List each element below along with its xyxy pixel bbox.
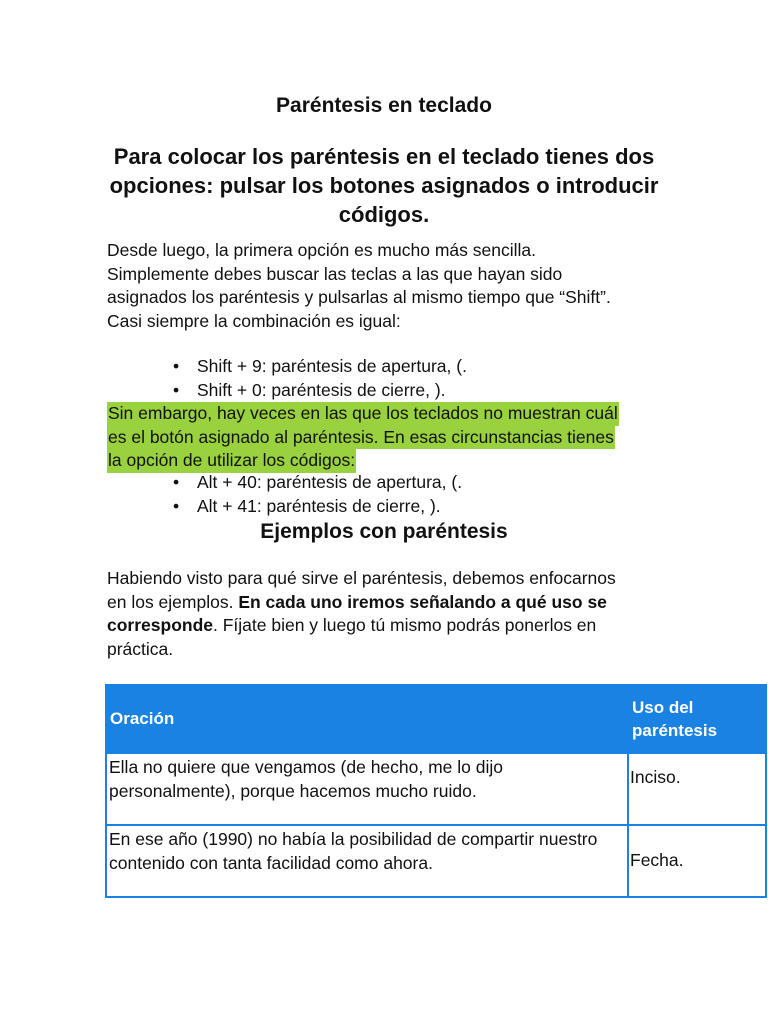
section-heading: Ejemplos con paréntesis <box>260 520 508 543</box>
table-row <box>106 825 766 897</box>
table-cell-use: Fecha. <box>628 825 766 897</box>
table-header-row <box>106 685 766 753</box>
list-item <box>107 471 462 495</box>
table-cell-sentence: Ella no quiere que vengamos (de hecho, me lo dijo personalmente), porque hacemos mucho ruido. <box>106 753 628 825</box>
list-item-text: Shift + 9: paréntesis de apertura, (. <box>197 356 467 376</box>
table-cell-sentence: En ese año (1990) no había la posibilidad de compartir nuestro contenido con tanta facilidad como ahora. <box>106 825 628 897</box>
highlighted-paragraph <box>107 402 619 473</box>
list-item-text: Alt + 41: paréntesis de cierre, ). <box>197 495 441 516</box>
examples-intro-line <box>107 614 677 638</box>
column-header-sentence: Oración <box>106 685 628 753</box>
intro-line: Simplemente debes buscar las teclas a las que hayan sido <box>107 263 563 284</box>
intro-line: Casi siempre la combinación es igual: <box>107 310 401 331</box>
examples-intro-line <box>107 591 677 615</box>
bold-text: En cada uno iremos señalando a qué uso se <box>238 591 607 612</box>
examples-table <box>105 684 767 898</box>
list-item-text: Shift + 0: paréntesis de cierre, ). <box>197 379 446 400</box>
table-cell-use: Inciso. <box>628 753 766 825</box>
list-item <box>107 379 467 403</box>
bullet-icon: • <box>173 472 180 492</box>
bullet-icon: • <box>173 356 180 376</box>
normal-text: . Fíjate bien y luego tú mismo podrás ponerlos en <box>213 615 597 635</box>
bold-text: corresponde <box>107 615 213 635</box>
page-title: Paréntesis en teclado <box>276 94 492 117</box>
shift-combinations-list <box>107 355 467 402</box>
column-header-use: Uso del paréntesis <box>628 685 766 753</box>
normal-text: en los ejemplos. <box>107 591 239 612</box>
examples-intro-paragraph <box>107 567 677 661</box>
list-item <box>107 355 467 379</box>
list-item-text: Alt + 40: paréntesis de apertura, (. <box>197 472 463 492</box>
highlighted-line: la opción de utilizar los códigos: <box>107 449 356 473</box>
page-subtitle: Para colocar los paréntesis en el teclado tienes dos opciones: pulsar los botones asignados o introducir códigos. <box>109 144 659 227</box>
intro-paragraph <box>107 239 677 333</box>
bullet-icon: • <box>173 495 180 516</box>
highlighted-line: es el botón asignado al paréntesis. En esas circunstancias tienes <box>107 426 615 450</box>
table-row <box>106 753 766 825</box>
examples-intro-line: práctica. <box>107 638 174 659</box>
list-item <box>107 495 462 519</box>
highlighted-line: Sin embargo, hay veces en las que los teclados no muestran cuál <box>107 402 619 426</box>
examples-intro-line: Habiendo visto para qué sirve el paréntesis, debemos enfocarnos <box>107 568 616 588</box>
bullet-icon: • <box>173 379 180 400</box>
intro-line: asignados los paréntesis y pulsarlas al mismo tiempo que “Shift”. <box>107 287 611 307</box>
intro-line: Desde luego, la primera opción es mucho más sencilla. <box>107 240 536 260</box>
alt-codes-list <box>107 471 462 518</box>
